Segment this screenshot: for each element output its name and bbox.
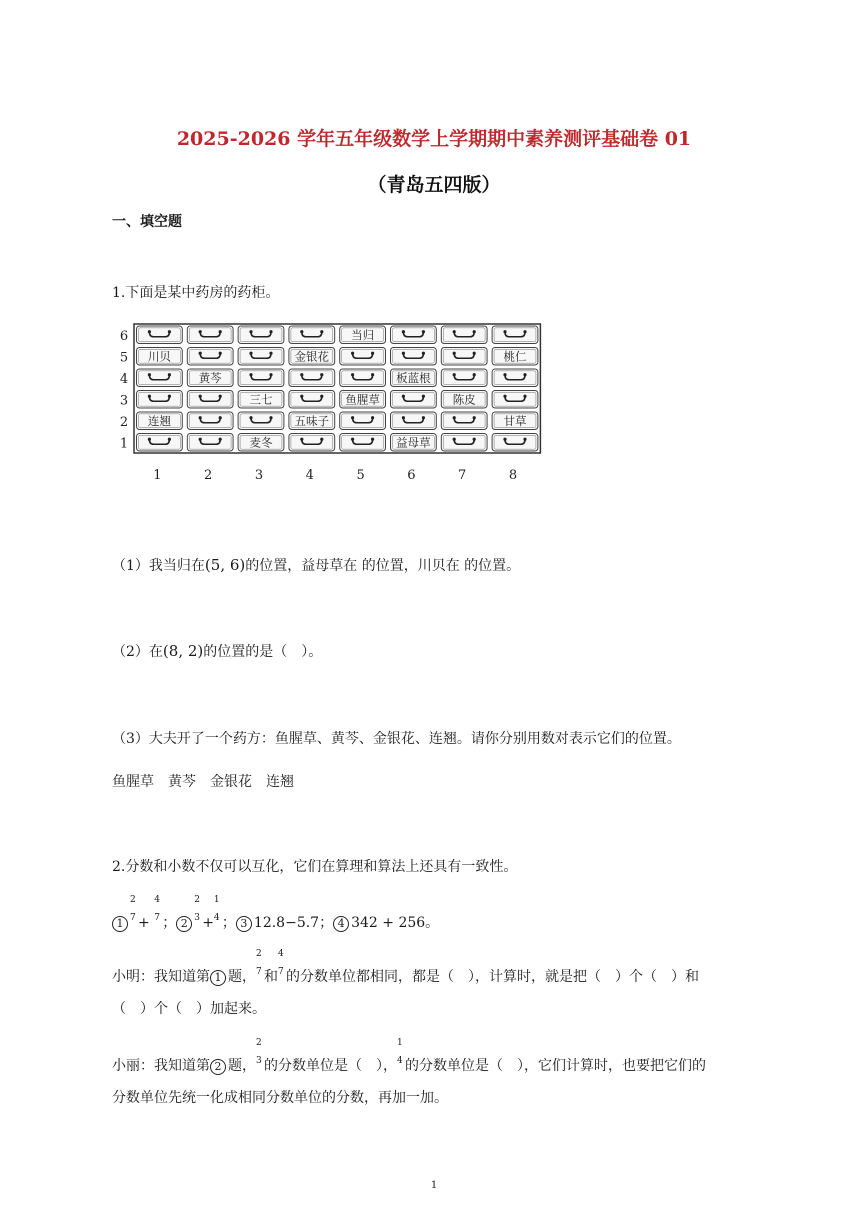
handle-knob	[199, 395, 202, 398]
period: 。	[425, 915, 440, 931]
handle-knob	[300, 395, 303, 398]
handle-knob	[219, 416, 222, 419]
drawer	[238, 348, 284, 366]
handle-knob	[300, 438, 303, 441]
xm-and: 和	[264, 969, 278, 985]
handle-knob	[351, 416, 354, 419]
handle-knob	[148, 395, 151, 398]
handle-knob	[320, 373, 323, 376]
drawer	[391, 348, 437, 366]
drawer	[441, 326, 487, 344]
handle-knob	[249, 330, 252, 333]
herb-label: 板蓝根	[396, 370, 431, 385]
drawer	[441, 369, 487, 387]
drawer	[289, 369, 335, 387]
drawer	[187, 412, 233, 430]
handle-knob	[402, 330, 405, 333]
fraction-2-3: 2 3	[194, 895, 200, 923]
drawer	[391, 326, 437, 344]
drawer	[137, 326, 183, 344]
column-label: 5	[356, 468, 365, 483]
handle-knob	[503, 330, 506, 333]
handle-knob	[199, 330, 202, 333]
separator: ；	[221, 915, 236, 931]
drawer	[441, 412, 487, 430]
handle-knob	[453, 416, 456, 419]
column-label: 7	[458, 468, 467, 483]
handle-knob	[453, 330, 456, 333]
question-2-stem: 2.分数和小数不仅可以互化，它们在算理和算法上还具有一致性。	[112, 859, 518, 875]
fraction-4-7: 4 7	[154, 895, 160, 923]
herb-label: 麦冬	[249, 435, 273, 450]
xiaoming-statement-line-1	[112, 949, 699, 986]
drawer	[289, 391, 335, 409]
drawer	[340, 369, 386, 387]
drawer	[492, 434, 538, 452]
section-heading: 一、填空题	[112, 214, 182, 230]
question-1-part-2	[112, 641, 322, 661]
handle-knob	[422, 416, 425, 419]
handle-knob	[219, 330, 222, 333]
drawer	[391, 391, 437, 409]
handle-knob	[219, 352, 222, 355]
circled-number-1: 1	[112, 916, 128, 932]
column-label: 1	[153, 468, 162, 483]
question-2-expressions	[112, 895, 440, 932]
drawer	[137, 434, 183, 452]
fraction-2-7: 2 7	[130, 895, 136, 923]
drawer	[187, 348, 233, 366]
page-number: 1	[430, 1180, 438, 1191]
row-label: 4	[119, 371, 129, 387]
handle-knob	[148, 330, 151, 333]
circled-number-2: 2	[210, 1059, 226, 1075]
handle-knob	[351, 373, 354, 376]
handle-knob	[320, 330, 323, 333]
handle-knob	[199, 352, 202, 355]
handle-knob	[249, 352, 252, 355]
handle-knob	[249, 373, 252, 376]
handle-knob	[269, 416, 272, 419]
drawer	[238, 326, 284, 344]
handle-knob	[320, 395, 323, 398]
column-label: 8	[508, 468, 518, 483]
question-1-stem: 1.下面是某中药房的药柜。	[112, 285, 280, 301]
drawer	[187, 326, 233, 344]
handle-knob	[453, 438, 456, 441]
question-1-part-3-items: 鱼腥草 黄芩 金银花 连翘	[112, 774, 294, 790]
question-1-part-1	[112, 555, 520, 575]
drawer	[340, 412, 386, 430]
drawer	[492, 391, 538, 409]
handle-knob	[269, 330, 272, 333]
herb-label: 连翘	[147, 413, 171, 428]
fraction-2-7: 2 7	[256, 949, 262, 977]
herb-label: 川贝	[147, 349, 171, 364]
herb-label: 甘草	[503, 413, 527, 428]
handle-knob	[473, 373, 476, 376]
plus-sign: +	[138, 915, 150, 931]
fraction-2-3: 2 3	[256, 1038, 262, 1066]
column-label: 4	[305, 468, 314, 483]
handle-knob	[422, 395, 425, 398]
column-label: 6	[407, 468, 416, 483]
herb-label: 黄芩	[198, 370, 222, 385]
herb-label: 当归	[351, 327, 375, 342]
q1-p2-pair: (8, 2)	[162, 642, 204, 660]
handle-knob	[402, 416, 405, 419]
drawer	[340, 348, 386, 366]
herb-label: 金银花	[294, 349, 330, 364]
q1-p2-text-a: （2）在	[112, 644, 163, 660]
handle-knob	[503, 373, 506, 376]
drawer	[289, 434, 335, 452]
handle-knob	[523, 330, 526, 333]
handle-knob	[473, 352, 476, 355]
handle-knob	[351, 352, 354, 355]
handle-knob	[269, 352, 272, 355]
xiaoli-statement-line-2: 分数单位先统一化成相同分数单位的分数，再加一加。	[112, 1090, 448, 1106]
handle-knob	[168, 330, 171, 333]
handle-knob	[300, 373, 303, 376]
drawer	[340, 434, 386, 452]
handle-knob	[199, 416, 202, 419]
drawer	[441, 434, 487, 452]
drawer	[391, 412, 437, 430]
fraction-1-4: 1 4	[213, 895, 220, 923]
row-label: 1	[119, 436, 129, 452]
handle-knob	[148, 438, 151, 441]
herb-label: 陈皮	[452, 392, 476, 407]
herb-label: 三七	[249, 392, 273, 407]
xm-text-c: 的分数单位都相同，都是（ ），计算时，就是把（ ）个（ ）和	[286, 969, 699, 985]
handle-knob	[473, 330, 476, 333]
handle-knob	[148, 373, 151, 376]
xm-text-a: 小明：我知道第	[112, 969, 210, 985]
xiaoming-statement-line-2: （ ）个（ ）加起来。	[112, 1001, 266, 1017]
column-label: 3	[254, 468, 264, 483]
row-label: 2	[119, 414, 129, 430]
row-label: 6	[119, 328, 129, 344]
expression-4: 342 + 256	[351, 915, 426, 931]
separator: ；	[319, 915, 334, 931]
drawer	[238, 412, 284, 430]
handle-knob	[523, 395, 526, 398]
handle-knob	[473, 416, 476, 419]
drawer	[137, 391, 183, 409]
handle-knob	[523, 438, 526, 441]
handle-knob	[219, 438, 222, 441]
separator: ；	[162, 915, 177, 931]
circled-number-4: 4	[333, 916, 349, 932]
xl-text-c: 的分数单位是（ ），	[264, 1058, 397, 1074]
fraction-1-4: 1 4	[397, 1038, 403, 1066]
handle-knob	[219, 395, 222, 398]
handle-knob	[453, 352, 456, 355]
herb-label: 鱼腥草	[345, 392, 380, 407]
handle-knob	[199, 438, 202, 441]
handle-knob	[371, 373, 374, 376]
row-label: 3	[119, 393, 129, 409]
q1-p1-pair: (5, 6)	[204, 556, 246, 574]
q1-p1-text-a: （1）我当归在	[112, 558, 205, 574]
handle-knob	[168, 438, 171, 441]
handle-knob	[269, 373, 272, 376]
handle-knob	[473, 438, 476, 441]
drawer	[492, 369, 538, 387]
handle-knob	[249, 416, 252, 419]
xm-text-b: 题，	[228, 969, 256, 985]
handle-knob	[168, 373, 171, 376]
handle-knob	[453, 373, 456, 376]
handle-knob	[422, 352, 425, 355]
herb-label: 桃仁	[503, 349, 527, 364]
document-subtitle: （青岛五四版）	[367, 174, 501, 196]
drawer	[289, 326, 335, 344]
drawer	[137, 369, 183, 387]
expression-3: 12.8−5.7	[253, 915, 320, 931]
xl-text-d: 的分数单位是（ ），它们计算时，也要把它们的	[405, 1058, 706, 1074]
drawer	[187, 391, 233, 409]
document-title: 2025-2026 学年五年级数学上学期期中素养测评基础卷 01	[176, 128, 692, 150]
question-1-part-3: （3）大夫开了一个药方：鱼腥草、黄芩、金银花、连翘。请你分别用数对表示它们的位置。	[112, 731, 681, 747]
circled-number-2: 2	[176, 916, 192, 932]
handle-knob	[371, 352, 374, 355]
circled-number-1: 1	[210, 970, 226, 986]
handle-knob	[371, 438, 374, 441]
q1-p2-text-b: 的位置的是（ ）。	[203, 644, 323, 660]
handle-knob	[523, 373, 526, 376]
drawer	[238, 369, 284, 387]
xiaoli-statement-line-1	[112, 1038, 706, 1075]
handle-knob	[300, 330, 303, 333]
row-label: 5	[119, 350, 129, 366]
plus-sign: +	[202, 915, 214, 931]
handle-knob	[503, 395, 506, 398]
handle-knob	[503, 438, 506, 441]
medicine-cabinet-grid	[112, 320, 552, 490]
fraction-4-7: 4 7	[278, 949, 284, 977]
handle-knob	[402, 352, 405, 355]
q1-p1-text-b: 的位置，益母草在 的位置，川贝在 的位置。	[245, 558, 521, 574]
handle-knob	[320, 438, 323, 441]
handle-knob	[402, 395, 405, 398]
handle-knob	[351, 438, 354, 441]
handle-knob	[371, 416, 374, 419]
xl-text-a: 小丽：我知道第	[112, 1058, 210, 1074]
drawer	[441, 348, 487, 366]
circled-number-3: 3	[236, 916, 252, 932]
handle-knob	[168, 395, 171, 398]
herb-label: 益母草	[396, 435, 431, 450]
drawer	[492, 326, 538, 344]
drawer	[187, 434, 233, 452]
herb-label: 五味子	[294, 413, 330, 428]
xl-text-b: 题，	[228, 1058, 256, 1074]
column-label: 2	[204, 468, 213, 483]
handle-knob	[422, 330, 425, 333]
